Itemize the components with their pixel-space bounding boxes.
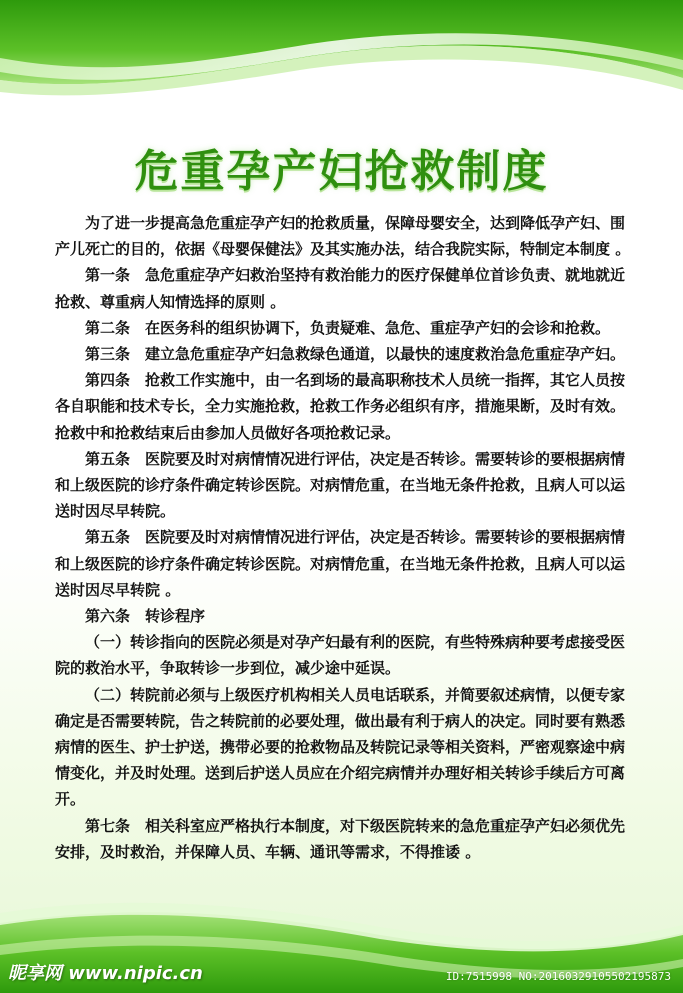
article-7: 第七条 相关科室应严格执行本制度，对下级医院转来的急危重症孕产妇必须优先安排，及时救治，并保障人员、车辆、通讯等需求，不得推诿 。 [55, 816, 626, 861]
page-title: 危重孕产妇抢救制度 [134, 146, 549, 197]
top-green-wave [0, 0, 683, 110]
article-1: 第一条 急危重症孕产妇救治坚持有救治能力的医疗保健单位首诊负责、就地就近抢救、尊重病人知情选择的原则 。 [55, 266, 626, 311]
article-6-item-2: （二）转院前必须与上级医疗机构相关人员电话联系，并简要叙述病情，以便专家确定是否需要转院，告之转院前的必要处理，做出最有利于病人的决定。同时要有熟悉病情的医生、护士护送，携带必要的抢救物品及转院记录等相关资料，严密观察途中病情变化，并及时处理。送到后护送人员应在介绍完病情并办理好相关转诊手续后方可离开。 [55, 685, 626, 809]
article-4: 第四条 抢救工作实施中，由一名到场的最高职称技术人员统一指挥，其它人员按各自职能和技术专长，全力实施抢救，抢救工作务必组织有序，措施果断，及时有效。抢救中和抢救结束后由参加人员做好各项抢救记录。 [55, 371, 626, 442]
article-6-heading: 第六条 转诊程序 [85, 607, 206, 626]
regulation-body [55, 210, 635, 865]
article-6-item-1: （一）转诊指向的医院必须是对孕产妇最有利的医院，有些特殊病种要考虑接受医院的救治水平，争取转诊一步到位，减少途中延误。 [55, 633, 626, 678]
article-3: 第三条 建立急危重症孕产妇急救绿色通道，以最快的速度救治急危重症孕产妇。 [85, 345, 626, 364]
article-5-repeat: 第五条 医院要及时对病情情况进行评估，决定是否转诊。需要转诊的要根据病情和上级医院的诊疗条件确定转诊医院。对病情危重，在当地无条件抢救，且病人可以运送时因尽早转院 。 [55, 528, 626, 599]
article-2: 第二条 在医务科的组织协调下，负责疑难、急危、重症孕产妇的会诊和抢救。 [85, 318, 611, 337]
intro-paragraph: 为了进一步提高急危重症孕产妇的抢救质量，保障母婴安全，达到降低孕产妇、围产儿死亡的目的，依据《母婴保健法》及其实施办法，结合我院实际，特制定本制度 。 [55, 214, 631, 259]
watermark-logo: 昵享网 www.nipic.cn [8, 963, 203, 984]
watermark-id: ID:7515998 NO:20160329105502195873 [445, 970, 671, 983]
article-5: 第五条 医院要及时对病情情况进行评估，决定是否转诊。需要转诊的要根据病情和上级医院的诊疗条件确定转诊医院。对病情危重，在当地无条件抢救，且病人可以运送时因尽早转院。 [55, 449, 626, 521]
